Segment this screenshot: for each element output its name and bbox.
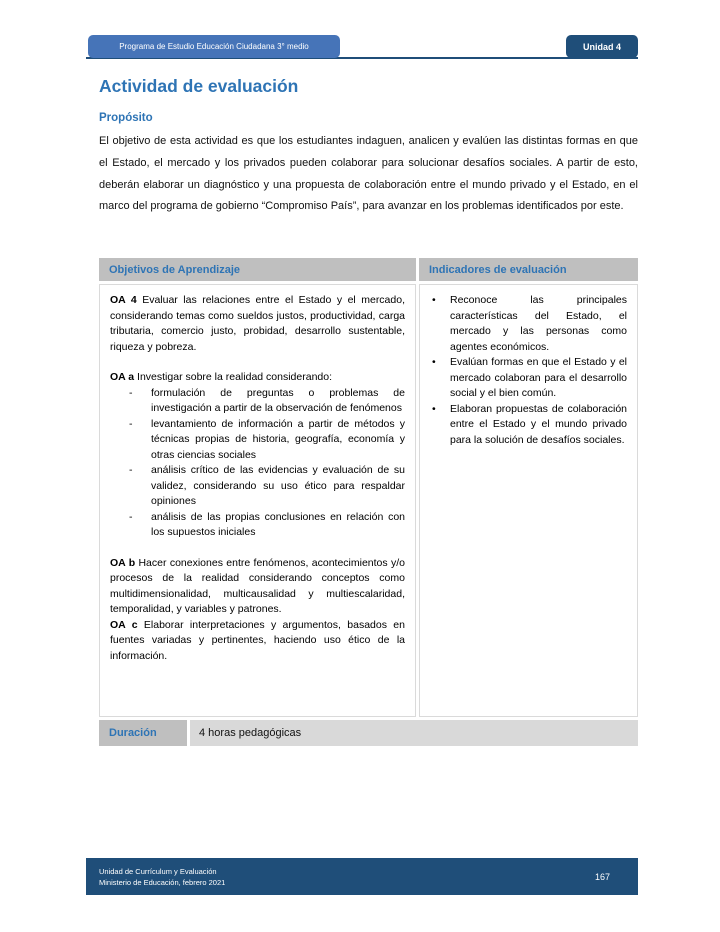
indicator-text: Reconoce las principales características del Estado, el mercado y las personas como agentes económicos. — [450, 294, 627, 353]
objectives-column-header: Objetivos de Aprendizaje — [99, 258, 416, 281]
oa-text: Investigar sobre la realidad considerando: — [137, 371, 332, 383]
program-title-label: Programa de Estudio Educación Ciudadana 3° medio — [119, 42, 309, 51]
indicators-cell — [419, 284, 638, 717]
bullet-marker: • — [432, 402, 436, 415]
evaluation-table — [99, 258, 638, 746]
list-item-text: análisis de las propias conclusiones en relación con los supuestos iniciales — [151, 510, 405, 538]
purpose-heading: Propósito — [99, 112, 153, 124]
footer-bar — [86, 858, 638, 895]
oa-text: Hacer conexiones entre fenómenos, acontecimientos y/o procesos de la realidad considerando conceptos como multidimensionalidad, multicausalidad y multiescalaridad, temporalidad, y variables y patrones. — [110, 556, 405, 615]
oa-code: OA c — [110, 618, 138, 631]
table-header-row — [99, 258, 638, 281]
indicator-item — [430, 293, 627, 355]
dash-marker: - — [129, 386, 133, 399]
oa-code: OA 4 — [110, 294, 137, 306]
page-title: Actividad de evaluación — [99, 76, 299, 96]
objective-item-oa4 — [110, 293, 405, 355]
dash-marker: - — [129, 510, 133, 523]
list-item — [110, 510, 405, 541]
unit-badge — [566, 35, 638, 58]
footer-line1: Unidad de Currículum y Evaluación — [99, 866, 217, 876]
footer-line2: Ministerio de Educación, febrero 2021 — [99, 877, 226, 887]
indicators-column-header: Indicadores de evaluación — [419, 258, 638, 281]
table-body-row — [99, 284, 638, 717]
oa-text: Elaborar interpretaciones y argumentos, basados en fuentes variadas y pertinentes, haciendo uso ético de la información. — [110, 618, 405, 662]
indicator-item — [430, 402, 627, 449]
objectives-cell — [99, 284, 416, 717]
oa-text: Evaluar las relaciones entre el Estado y el mercado, considerando temas como sueldos justos, productividad, carga tributaria, comercio justo, probidad, desarrollo sustentable, riqueza y pobreza. — [110, 294, 405, 353]
oa-code: OA a — [110, 371, 135, 383]
list-item — [110, 386, 405, 417]
objective-item-oab — [110, 556, 405, 618]
bullet-marker: • — [432, 294, 436, 306]
oa-code: OA b — [110, 556, 136, 569]
duration-row — [99, 720, 638, 746]
list-item — [110, 417, 405, 464]
dash-marker: - — [129, 417, 133, 430]
bullet-marker: • — [432, 356, 436, 368]
oaa-sub-list — [110, 386, 405, 541]
indicator-text: Evalúan formas en que el Estado y el mercado colaboran para el desarrollo social y el bien común. — [450, 356, 627, 399]
list-item-text: análisis crítico de las evidencias y evaluación de su validez, considerando su uso ético para respaldar opiniones — [151, 464, 405, 507]
dash-marker: - — [129, 464, 133, 476]
objective-item-oaa — [110, 370, 405, 386]
duration-label: Duración — [99, 720, 187, 746]
footer-credits — [99, 866, 225, 888]
list-item-text: formulación de preguntas o problemas de investigación a partir de la observación de fenómenos — [151, 386, 405, 414]
page-number: 167 — [594, 871, 610, 882]
purpose-paragraph: El objetivo de esta actividad es que los estudiantes indaguen, analicen y evalúen las distintas formas en que el Estado, el mercado y los privados pueden colaborar para solucionar desafíos sociales. A partir de esto, deberán elaborar un diagnóstico y una propuesta de colaboración entre el mundo privado y el Estado, en el marco del programa de gobierno “Compromiso País”, para avanzar en los problemas identificados por este. — [99, 135, 638, 213]
unit-label: Unidad 4 — [582, 41, 621, 52]
list-item-text: levantamiento de información a partir de métodos y técnicas propias de historia, geografía, economía y otras ciencias sociales — [151, 417, 405, 461]
duration-value: 4 horas pedagógicas — [190, 720, 638, 746]
indicator-text: Elaboran propuestas de colaboración entre el Estado y el mundo privado para la solución de desafíos sociales. — [450, 402, 627, 446]
program-title-badge — [88, 35, 340, 58]
indicator-item — [430, 355, 627, 402]
list-item — [110, 463, 405, 510]
objective-item-oac — [110, 618, 405, 665]
